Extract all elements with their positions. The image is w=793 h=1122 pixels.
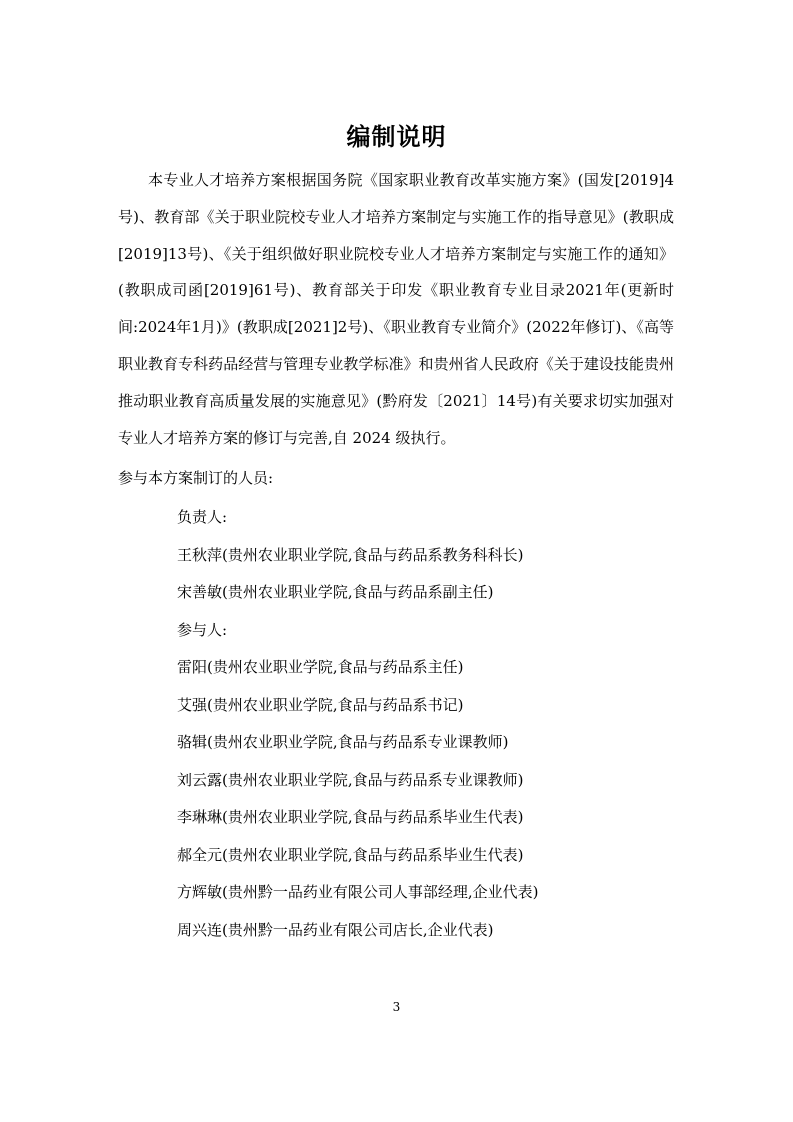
participant-entry: 雷阳(贵州农业职业学院,食品与药品系主任) xyxy=(177,658,464,676)
page-number: 3 xyxy=(392,1000,401,1014)
intro-paragraph xyxy=(118,162,674,456)
participant-entry: 郝全元(贵州农业职业学院,食品与药品系毕业生代表) xyxy=(177,845,524,864)
participant-entry: 艾强(贵州农业职业学院,食品与药品系书记) xyxy=(177,695,464,714)
intro-text: 本专业人才培养方案根据国务院《国家职业教育改革实施方案》(国发[2019]4号)、教育部《关于职业院校专业人才培养方案制定与实施工作的指导意见》(教职成[2019]13号)、《关于组织做好职业院校专业人才培养方案制定与实施工作的通知》(教职成司函[2019]61号)、教育部关于印发《职业教育专业目录2021年(更新时间:2024年1月)》(教职成[2021]2号)、《职业教育专业简介》(2022年修订)、《高等职业教育专科药品经营与管理专业教学标准》和贵州省人民政府《关于建设技能贵州推动职业教育高质量发展的实施意见》(黔府发〔2021〕14号)有关要求切实加强对专业人才培养方案的修订与完善,自 2024 级执行。 xyxy=(118,171,674,447)
participant-entry: 方辉敏(贵州黔一品药业有限公司人事部经理,企业代表) xyxy=(177,883,539,901)
participant-entry: 宋善敏(贵州农业职业学院,食品与药品系副主任) xyxy=(177,583,494,601)
participant-entry: 骆辑(贵州农业职业学院,食品与药品系专业课教师) xyxy=(177,733,509,751)
role-heading-lead: 负责人: xyxy=(177,508,228,526)
participant-entry: 周兴连(贵州黔一品药业有限公司店长,企业代表) xyxy=(177,920,494,939)
participants-list xyxy=(177,505,538,955)
page-title: 编制说明 xyxy=(346,123,447,151)
participant-entry: 王秋萍(贵州农业职业学院,食品与药品系教务科科长) xyxy=(177,545,524,564)
participant-entry: 刘云露(贵州农业职业学院,食品与药品系专业课教师) xyxy=(177,770,524,789)
participants-heading: 参与本方案制订的人员: xyxy=(118,469,274,487)
role-heading-members: 参与人: xyxy=(177,620,228,639)
participant-entry: 李琳琳(贵州农业职业学院,食品与药品系毕业生代表) xyxy=(177,808,524,826)
